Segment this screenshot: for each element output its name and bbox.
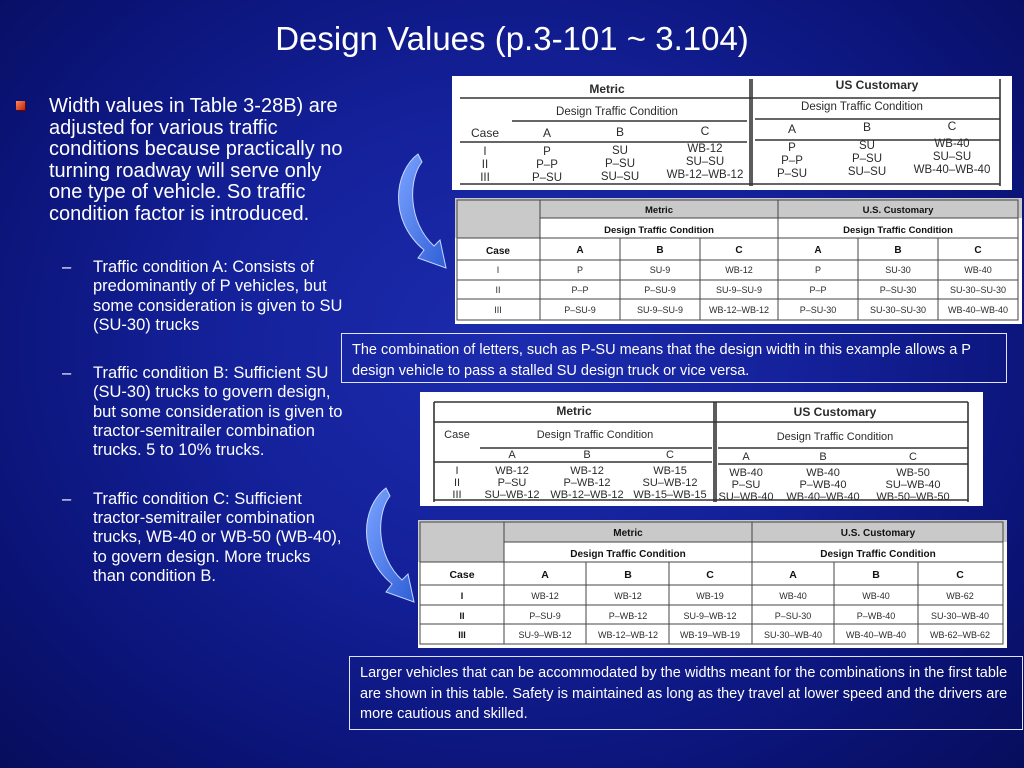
t4-dtc-u: Design Traffic Condition [820,549,936,560]
t2-cell: SU-9–SU-9 [636,305,684,315]
t3-cell: P–WB-40 [799,479,847,491]
dash-bullet-icon: – [62,258,72,276]
t1-cell: P [788,142,796,154]
sub-bullet-c [14,490,344,586]
t2-cell: SU-9–SU-9 [715,285,763,295]
t3-case: Case [444,429,470,441]
t4-b: B [624,569,632,581]
t4-cell: WB-12 [614,591,642,601]
t4-cell: SU-9–WB-12 [683,611,737,621]
t4-cell: WB-62–WB-62 [929,630,991,640]
t3-r1: I [455,465,459,477]
main-bullet [14,96,344,225]
t4-uc: C [956,569,964,581]
t3-cell: P–SU [731,479,761,491]
t1-b: B [615,125,625,139]
t2-cell: SU-30–SU-30 [949,285,1007,295]
t3-cell: P–WB-12 [563,477,611,489]
t4-cell: P–WB-12 [608,611,648,621]
t4-cell: WB-12–WB-12 [597,630,659,640]
t2-cell: P–SU-9 [564,305,596,315]
table-image-original-conditions [452,76,1012,190]
t1-uc: C [947,119,957,133]
t1-r2: II [481,159,489,171]
t1-cell: WB-12 [687,143,723,155]
bullet-list [14,96,344,615]
dash-bullet-icon: – [62,489,72,508]
t3-cell: WB-40 [729,467,763,479]
t4-c: C [706,569,714,581]
t2-cell: WB-40–WB-40 [947,305,1009,315]
t3-uc: C [909,451,917,463]
t4-ua: A [789,569,797,581]
t3-cell: WB-50–WB-50 [876,491,950,503]
t1-cell: P–SU [776,168,808,180]
table-image-design-vehicles-1 [455,198,1022,324]
t4-ub: B [872,569,880,581]
t2-uc: C [974,245,982,256]
t3-cell: WB-40 [806,467,840,479]
t2-a: A [576,245,584,256]
t3-metric: Metric [556,404,592,418]
t1-cell: SU–SU [932,151,972,163]
t4-us: U.S. Customary [840,528,916,539]
t2-r1: I [496,265,500,275]
curved-arrow-icon [356,484,418,610]
t1-rows [480,138,990,184]
t1-cell: WB-12–WB-12 [666,169,744,181]
t2-case: Case [486,246,510,257]
t2-b: B [656,245,664,256]
t3-cell: WB-12–WB-12 [550,489,624,501]
t2-r3: III [494,305,502,315]
dash-bullet-icon: – [62,364,72,383]
t2-cell: WB-12–WB-12 [708,305,770,315]
t3-dtc-m: Design Traffic Condition [536,429,654,441]
t2-cell: WB-12 [725,265,753,275]
t3-ub: B [819,451,827,463]
t3-cell: WB-12 [495,465,529,477]
t4-cell: P–SU-30 [774,611,812,621]
t1-a: A [542,126,552,140]
t2-us: U.S. Customary [862,205,934,216]
t1-cell: P–SU [531,172,563,184]
note-text: Larger vehicles that can be accommodated by the widths meant for the combinations in the first table are shown in this table. Safety is maintained as long as they travel at lower speed and the drivers are more cautious and skilled. [360,665,1008,722]
t2-cell: P–SU-30 [879,285,917,295]
t4-cell: WB-19–WB-19 [679,630,741,640]
t2-dtc-u: Design Traffic Condition [843,225,953,236]
t1-cell: WB-40–WB-40 [913,164,991,176]
t2-cell: SU-30 [885,265,911,275]
t3-cell: WB-40–WB-40 [786,491,860,503]
t4-a: A [541,569,549,581]
t4-cell: SU-9–WB-12 [518,630,572,640]
t1-cell: SU–SU [600,171,640,183]
t1-cell: SU [859,140,875,152]
t1-cell: P–P [781,155,803,167]
t4-dtc-m: Design Traffic Condition [570,549,686,560]
t1-r1: I [483,146,487,158]
t1-ua: A [787,122,797,136]
sub-bullet-b [14,364,344,460]
t1-cell: P [543,146,551,158]
t2-c: C [735,245,743,256]
note-box-larger-vehicles [349,656,1023,730]
t2-cell: P–SU-9 [644,285,676,295]
t4-cell: SU-30–WB-40 [763,630,823,640]
table-image-original-larger [420,392,983,506]
t1-cell: SU–SU [847,166,887,178]
t3-b: B [583,449,591,461]
t1-cell: P–P [536,159,558,171]
t3-c: C [666,449,674,461]
t3-cell: WB-50 [896,467,930,479]
t2-cell: P [576,265,584,275]
note-text: The combination of letters, such as P-SU means that the design width in this example allows a P design vehicle to pass a stalled SU design truck or vice versa. [352,342,971,379]
t3-a: A [508,449,516,461]
t4-cell: SU-30–WB-40 [930,611,990,621]
t2-ub: B [894,245,902,256]
t1-cell: SU [612,145,628,157]
t2-cell: P–P [571,285,589,295]
t4-cell: WB-40–WB-40 [845,630,907,640]
t3-r3: III [452,489,462,501]
t3-cell: WB-12 [570,465,604,477]
t4-cell: WB-19 [696,591,724,601]
curved-arrow-icon [388,150,450,276]
t3-cell: SU–WB-40 [885,479,941,491]
t1-cell: P–SU [604,158,636,170]
t1-r3: III [480,172,490,184]
slide-title: Design Values (p.3-101 ~ 3.104) [275,20,749,57]
t3-cell: WB-15–WB-15 [633,489,707,501]
t1-cell: P–SU [851,153,883,165]
t2-cell: P [814,265,822,275]
t1-case: Case [470,126,500,140]
t4-cell: P–SU-9 [529,611,561,621]
note-box-combination [341,333,1007,383]
t4-r1: I [460,591,464,601]
sub-bullet-text: Traffic condition A: Consists of predominantly of P vehicles, but some consideration is given to SU (SU-30) trucks [93,258,343,334]
sub-bullet-text: Traffic condition C: Sufficient tractor-semitrailer combination trucks, WB-40 or WB-50 (WB-40), to govern design. More trucks than condition B. [93,489,342,585]
t2-dtc-m: Design Traffic Condition [604,225,714,236]
t1-metric: Metric [589,82,625,96]
t2-r2: II [495,285,501,295]
t4-metric: Metric [613,528,643,539]
t4-r2: II [459,611,465,621]
t3-r2: II [453,477,461,489]
t1-ub: B [862,120,872,134]
t4-cell: P–WB-40 [856,611,896,621]
t3-dtc-u: Design Traffic Condition [776,431,894,443]
t3-cell: SU–WB-12 [642,477,698,489]
t2-cell: SU-30–SU-30 [869,305,927,315]
t3-cell: WB-15 [653,465,687,477]
sub-bullet-a [14,258,344,335]
sub-bullet-text: Traffic condition B: Sufficient SU (SU-30) trucks to govern design, but some consideration is given to tractor-semitrailer combination trucks. 5 to 10% trucks. [93,364,343,460]
main-bullet-text: Width values in Table 3-28B) are adjusted for various traffic conditions because practically no turning roadway will serve only one type of vehicle. So traffic condition factor is introduced. [49,95,343,225]
t4-r3: III [458,630,466,640]
table-image-design-vehicles-2 [418,520,1007,648]
t2-cell: WB-40 [964,265,992,275]
t3-us: US Customary [793,405,877,419]
t2-cell: P–SU-30 [799,305,837,315]
t4-case: Case [449,569,475,581]
t2-ua: A [814,245,822,256]
t3-cell: SU–WB-40 [718,491,774,503]
t3-cell: P–SU [497,477,527,489]
square-bullet-icon [16,101,25,110]
t2-cell: SU-9 [649,265,671,275]
t3-cell: SU–WB-12 [484,489,540,501]
t4-cell: WB-12 [531,591,559,601]
t4-cell: WB-62 [946,591,974,601]
t4-cell: WB-40 [779,591,807,601]
t1-cell: WB-40 [934,138,970,150]
t3-ua: A [742,451,750,463]
t2-metric: Metric [645,205,673,216]
t1-cell: SU–SU [685,156,725,168]
t2-cell: P–P [809,285,827,295]
t1-us: US Customary [835,78,919,92]
t1-dtc-u: Design Traffic Condition [801,101,923,113]
t4-cell: WB-40 [862,591,890,601]
t1-dtc-m: Design Traffic Condition [556,106,678,118]
t1-c: C [700,124,710,138]
